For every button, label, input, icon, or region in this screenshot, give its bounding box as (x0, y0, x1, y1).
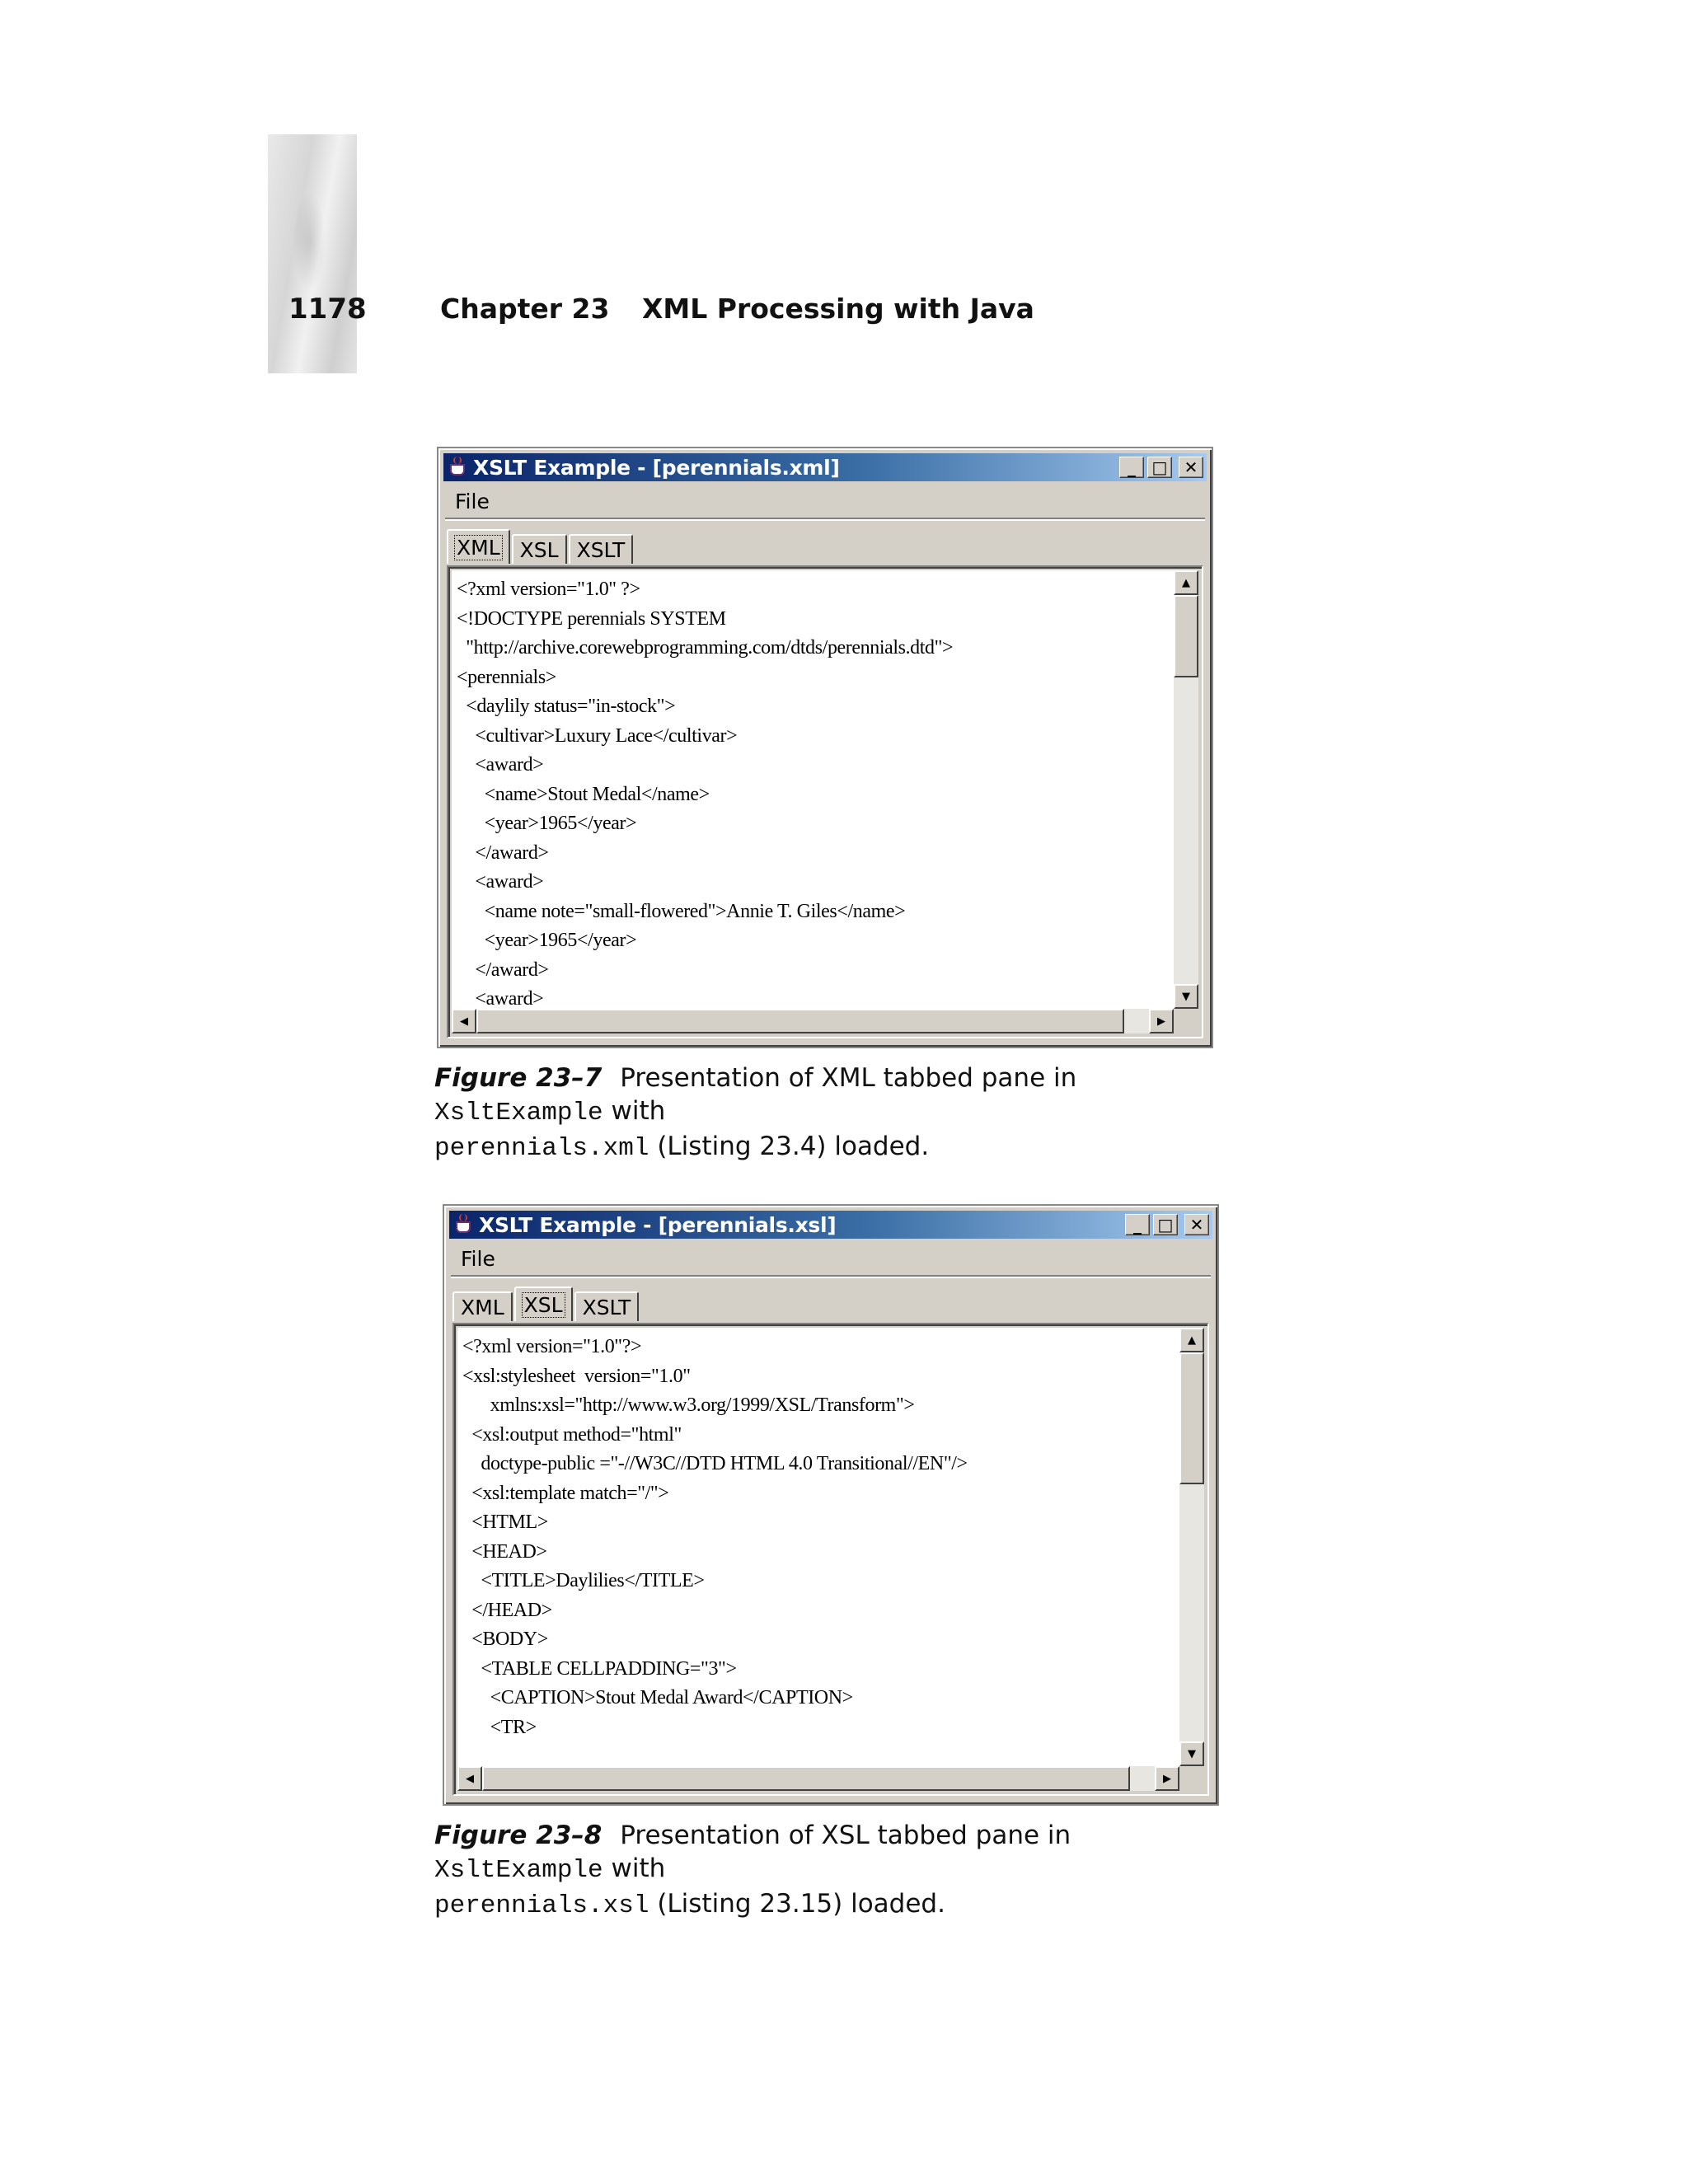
chapter-number: 23 (571, 293, 610, 325)
scroll-up-button[interactable] (1179, 1328, 1204, 1352)
vertical-scrollbar[interactable] (1179, 1328, 1204, 1766)
code-line: </HEAD> (462, 1599, 552, 1621)
figure-caption (434, 1819, 1226, 1923)
tab-strip (447, 529, 1203, 564)
code-line: <CAPTION>Stout Medal Award</CAPTION> (462, 1687, 853, 1708)
code-line: <year>1965</year> (457, 930, 637, 951)
tab-xsl[interactable] (512, 534, 567, 564)
tab-xml[interactable] (447, 529, 510, 564)
code-line: <daylily status="in-stock"> (457, 696, 676, 717)
code-line: </award> (457, 841, 549, 864)
editor-scroll-pane (452, 1323, 1209, 1796)
scroll-up-button[interactable] (1174, 570, 1198, 595)
code-line: <TITLE>Daylilies</TITLE> (462, 1570, 705, 1591)
code-line: <?xml version="1.0"?> (462, 1336, 642, 1357)
editor-scroll-pane (447, 565, 1203, 1038)
tab-xsl-label: XSL (519, 537, 559, 562)
code-line: <TABLE CELLPADDING="3"> (462, 1657, 737, 1680)
window-title: XSLT Example - [perennials.xsl] (479, 1212, 837, 1237)
code-line: </award> (457, 958, 549, 981)
vertical-scrollbar[interactable] (1174, 570, 1198, 1009)
menu-file[interactable]: File (455, 489, 490, 513)
minimize-icon: _ (1133, 1215, 1142, 1235)
arrow-up-icon: ▲ (1188, 1333, 1196, 1347)
xslt-example-window-xml (437, 447, 1213, 1048)
horizontal-scrollbar[interactable] (457, 1766, 1179, 1791)
scroll-right-button[interactable] (1155, 1766, 1179, 1791)
maximize-button[interactable] (1153, 1214, 1178, 1235)
caption-text: with (611, 1096, 666, 1126)
arrow-down-icon: ▼ (1182, 990, 1190, 1003)
caption-text: Presentation of XML tabbed pane in (620, 1063, 1077, 1093)
code-line: <award> (457, 988, 544, 1009)
caption-text: with (611, 1854, 666, 1883)
code-line: <xsl:output method="html" (462, 1423, 682, 1446)
code-line: <xsl:stylesheet version="1.0" (462, 1365, 691, 1387)
caption-text: (Listing 23.4) loaded. (657, 1132, 930, 1161)
code-line: <HEAD> (462, 1540, 547, 1563)
running-head (440, 293, 1034, 325)
chapter-label: Chapter (440, 293, 563, 325)
figure-caption (434, 1062, 1226, 1165)
minimize-icon: _ (1128, 457, 1136, 477)
arrow-left-icon: ◀ (466, 1772, 474, 1785)
close-button[interactable] (1179, 457, 1203, 478)
tab-xsl[interactable] (514, 1286, 573, 1321)
code-line: <perennials> (457, 666, 556, 688)
tab-xml-label: XML (457, 535, 500, 560)
code-line: <HTML> (462, 1511, 548, 1533)
arrow-left-icon: ◀ (460, 1015, 468, 1028)
tab-xml[interactable] (452, 1291, 513, 1321)
vertical-scroll-thumb[interactable] (1174, 595, 1198, 677)
minimize-button[interactable] (1125, 1214, 1150, 1235)
page-number: 1178 (288, 293, 367, 326)
tab-xsl-label: XSL (523, 1292, 563, 1317)
code-line: <year>1965</year> (457, 813, 637, 834)
caption-code: XsltExample (434, 1099, 603, 1127)
code-line: <BODY> (462, 1629, 548, 1650)
java-cup-icon[interactable] (447, 457, 470, 478)
code-line: xmlns:xsl="http://www.w3.org/1999/XSL/Transform"> (462, 1394, 915, 1416)
caption-text: (Listing 23.15) loaded. (657, 1889, 945, 1919)
caption-text: Presentation of XSL tabbed pane in (620, 1821, 1071, 1850)
horizontal-scroll-thumb[interactable] (482, 1766, 1130, 1791)
maximize-button[interactable] (1147, 457, 1172, 478)
menu-bar (451, 1242, 1211, 1277)
code-line: <?xml version="1.0" ?> (457, 579, 640, 600)
code-line: doctype-public ="-//W3C//DTD HTML 4.0 Transitional//EN"/> (462, 1453, 968, 1474)
tab-xslt[interactable] (569, 534, 634, 564)
code-line: <name>Stout Medal</name> (457, 783, 710, 805)
arrow-right-icon: ▶ (1157, 1015, 1165, 1028)
tab-xslt-label: XSLT (582, 1295, 631, 1319)
horizontal-scrollbar[interactable] (452, 1009, 1174, 1033)
code-line: <!DOCTYPE perennials SYSTEM (457, 607, 726, 630)
page-thumb-tab (268, 134, 357, 373)
caption-code: perennials.xsl (434, 1891, 649, 1920)
scroll-down-button[interactable] (1174, 984, 1198, 1009)
caption-code: perennials.xml (434, 1134, 649, 1163)
scroll-left-button[interactable] (452, 1009, 476, 1033)
tab-strip (452, 1286, 1209, 1321)
title-bar[interactable] (449, 1211, 1212, 1239)
close-icon: ✕ (1189, 1215, 1204, 1235)
java-cup-icon[interactable] (452, 1214, 476, 1235)
close-icon: ✕ (1184, 457, 1198, 477)
scroll-left-button[interactable] (457, 1766, 482, 1791)
arrow-right-icon: ▶ (1163, 1772, 1171, 1785)
figure-label: Figure 23–8 (434, 1821, 603, 1850)
xsl-text-area[interactable] (457, 1328, 1179, 1766)
code-line: <award> (457, 871, 544, 893)
arrow-up-icon: ▲ (1182, 576, 1190, 589)
close-button[interactable] (1184, 1214, 1209, 1235)
minimize-button[interactable] (1119, 457, 1144, 478)
window-title: XSLT Example - [perennials.xml] (473, 455, 840, 480)
tab-xslt[interactable] (574, 1291, 640, 1321)
code-line: <award> (457, 754, 544, 776)
figure-label: Figure 23–7 (434, 1063, 603, 1093)
xml-text-area[interactable] (452, 570, 1174, 1009)
title-bar[interactable] (443, 453, 1207, 481)
xslt-example-window-xsl (443, 1204, 1219, 1806)
scroll-right-button[interactable] (1149, 1009, 1174, 1033)
menu-bar (445, 485, 1205, 519)
code-line: <cultivar>Luxury Lace</cultivar> (457, 724, 738, 747)
code-line: <name note="small-flowered">Annie T. Giles</name> (457, 900, 906, 922)
caption-code: XsltExample (434, 1856, 603, 1885)
scroll-down-button[interactable] (1179, 1741, 1204, 1766)
maximize-icon: □ (1157, 1215, 1174, 1235)
maximize-icon: □ (1151, 457, 1168, 477)
code-line: "http://archive.corewebprogramming.com/dtds/perennials.dtd"> (457, 637, 954, 658)
arrow-down-icon: ▼ (1188, 1747, 1196, 1760)
scroll-corner (1179, 1766, 1204, 1791)
menu-file[interactable]: File (461, 1246, 495, 1271)
code-line: <xsl:template match="/"> (462, 1482, 669, 1504)
chapter-title: XML Processing with Java (641, 293, 1034, 325)
tab-xslt-label: XSLT (576, 537, 626, 562)
horizontal-scroll-thumb[interactable] (476, 1009, 1124, 1033)
code-line: <TR> (462, 1716, 537, 1738)
scroll-corner (1174, 1009, 1198, 1033)
vertical-scroll-thumb[interactable] (1179, 1352, 1204, 1484)
tab-xml-label: XML (461, 1295, 504, 1319)
